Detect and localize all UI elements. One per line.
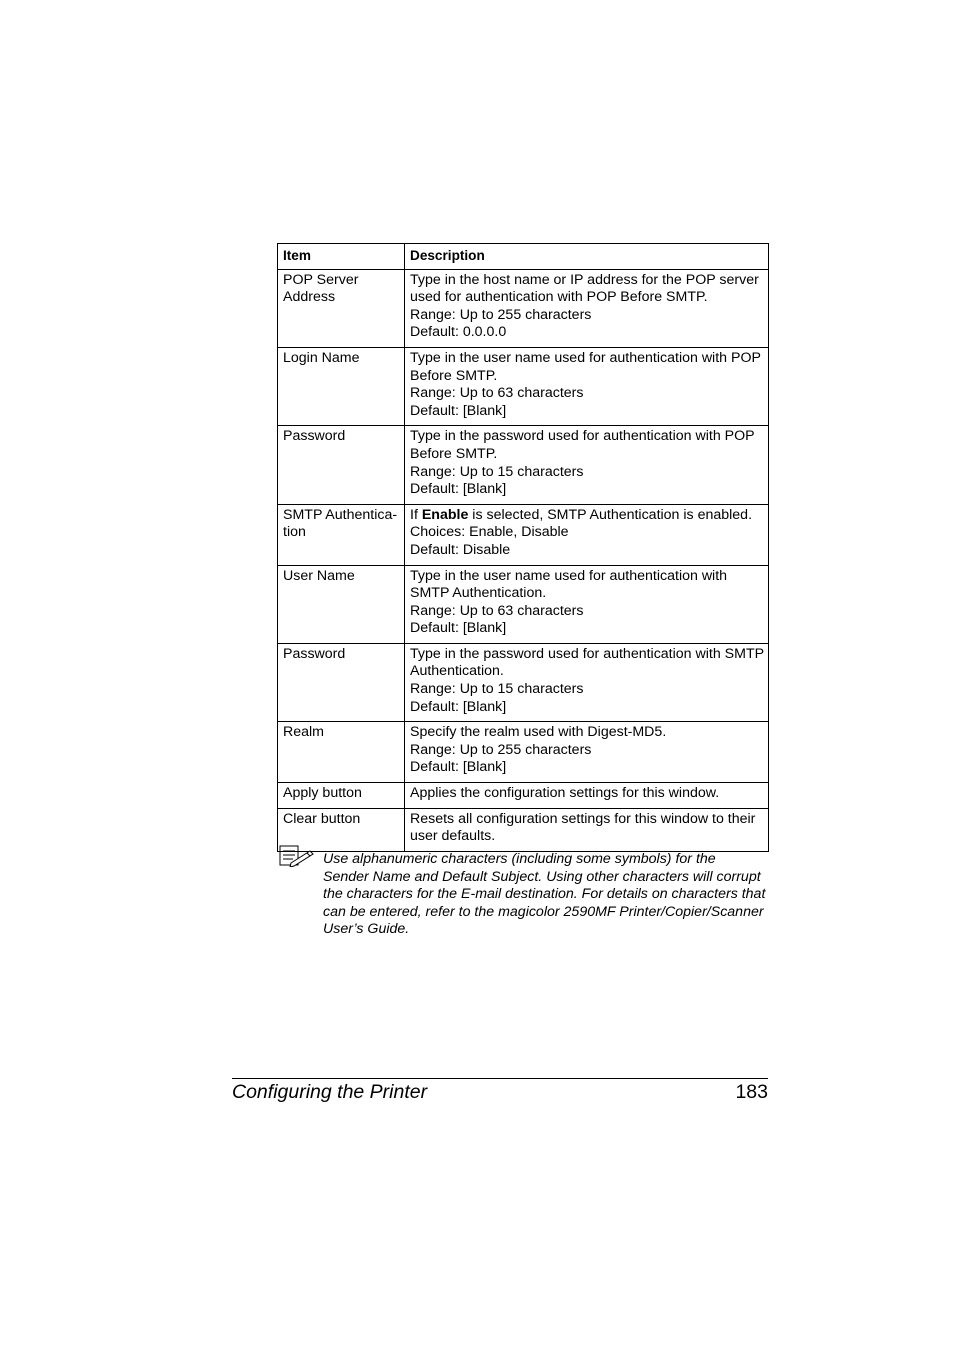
note-text [323, 851, 773, 939]
description-line [410, 507, 764, 525]
table-row [278, 269, 769, 347]
note-line: the characters for the E-mail destination. For details on characters that [323, 886, 766, 903]
footer-section-title: Configuring the Printer [232, 1081, 428, 1103]
table-row [278, 722, 769, 783]
row-item-label: tion [283, 524, 306, 541]
table-header-row [278, 244, 769, 270]
description-line: SMTP Authentication. [410, 585, 547, 602]
row-item-label: Password [283, 645, 346, 662]
row-description-cell [405, 808, 769, 851]
description-line: Range: Up to 15 characters [410, 681, 584, 698]
description-line: Default: [Blank] [410, 481, 507, 498]
description-line: user defaults. [410, 828, 496, 845]
row-description-cell [405, 269, 769, 347]
row-item-label: POP Server [283, 271, 359, 288]
row-item-cell [278, 565, 405, 643]
row-item-cell [278, 347, 405, 425]
table-row [278, 808, 769, 851]
description-line: Choices: Enable, Disable [410, 524, 569, 541]
description-line: Type in the user name used for authentication with POP [410, 349, 761, 366]
table-row [278, 565, 769, 643]
footer-page-number: 183 [735, 1081, 768, 1103]
row-item-cell [278, 722, 405, 783]
table-row [278, 347, 769, 425]
description-line: Default: [Blank] [410, 698, 507, 715]
row-item-label: Address [283, 289, 336, 306]
table-row [278, 504, 769, 565]
table-row [278, 643, 769, 721]
settings-table [277, 243, 769, 852]
row-description-cell [405, 504, 769, 565]
description-line: Resets all configuration settings for this window to their [410, 810, 756, 827]
description-line: Authentication. [410, 663, 504, 680]
description-line: Range: Up to 15 characters [410, 463, 584, 480]
description-line: Default: 0.0.0.0 [410, 324, 507, 341]
description-line: used for authentication with POP Before SMTP. [410, 289, 708, 306]
description-emphasis: Enable [421, 506, 469, 523]
description-line: Specify the realm used with Digest-MD5. [410, 724, 667, 741]
row-item-label: Password [283, 428, 346, 445]
row-description-cell [405, 643, 769, 721]
header-description: Description [405, 244, 769, 270]
row-item-label: SMTP Authentica- [283, 506, 398, 523]
row-item-cell [278, 643, 405, 721]
row-item-cell [278, 783, 405, 809]
note-pencil-icon [279, 845, 315, 867]
description-text: If [410, 506, 422, 523]
description-line: Range: Up to 63 characters [410, 385, 584, 402]
description-line: Before SMTP. [410, 367, 498, 384]
description-line: Default: [Blank] [410, 759, 507, 776]
description-line: Applies the configuration settings for this window. [410, 785, 720, 802]
description-line: Default: [Blank] [410, 402, 507, 419]
description-line: Before SMTP. [410, 445, 498, 462]
note-line: Use alphanumeric characters (including some symbols) for the [323, 851, 716, 867]
description-line: Range: Up to 255 characters [410, 306, 592, 323]
description-line: Type in the host name or IP address for the POP server [410, 271, 759, 288]
description-line: Range: Up to 255 characters [410, 741, 592, 758]
table-row [278, 783, 769, 809]
note-line: can be entered, refer to the magicolor 2590MF Printer/Copier/Scanner [323, 903, 764, 920]
description-text: is selected, SMTP Authentication is enabled. [468, 506, 753, 523]
description-line: Type in the user name used for authentication with [410, 567, 728, 584]
row-item-label: Apply button [283, 785, 362, 802]
footer-divider [232, 1078, 768, 1079]
row-description-cell [405, 426, 769, 504]
table-row [278, 426, 769, 504]
description-line: Type in the password used for authentication with POP [410, 428, 755, 445]
note-line: User’s Guide. [323, 921, 410, 938]
description-line: Default: Disable [410, 541, 511, 558]
header-item: Item [278, 244, 405, 270]
row-item-label: Clear button [283, 810, 361, 827]
row-item-label: User Name [283, 567, 355, 584]
description-line: Range: Up to 63 characters [410, 602, 584, 619]
description-line: Default: [Blank] [410, 620, 507, 637]
row-item-cell [278, 504, 405, 565]
row-description-cell [405, 722, 769, 783]
row-item-cell [278, 426, 405, 504]
row-item-cell [278, 269, 405, 347]
row-item-label: Realm [283, 724, 324, 741]
row-description-cell [405, 347, 769, 425]
row-description-cell [405, 565, 769, 643]
description-line: Type in the password used for authentication with SMTP [410, 645, 765, 662]
row-description-cell [405, 783, 769, 809]
note-line: Sender Name and Default Subject. Using other characters will corrupt [323, 868, 761, 885]
row-item-label: Login Name [283, 349, 360, 366]
